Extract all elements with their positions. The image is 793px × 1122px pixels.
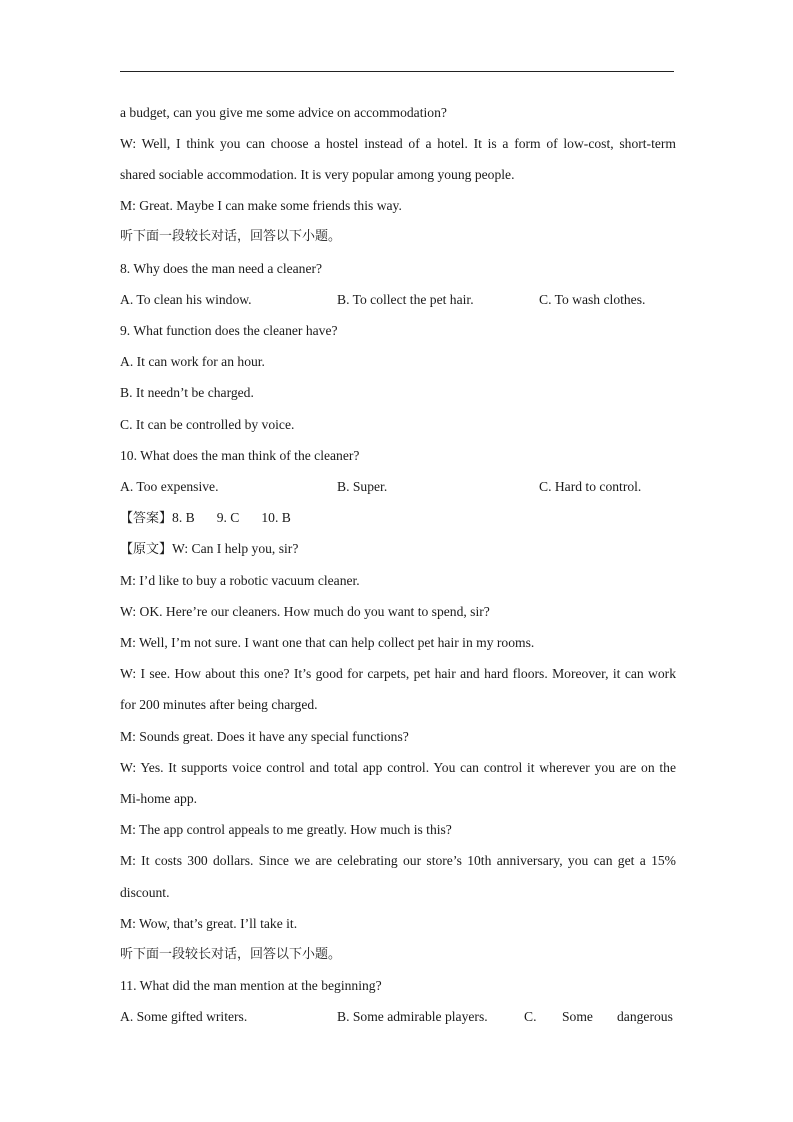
answer-tag: 【答案】 (120, 511, 173, 526)
answer-10: 10. B (261, 510, 291, 525)
transcript-line: Mi-home app. (120, 791, 198, 806)
option-9c: C. It can be controlled by voice. (120, 417, 295, 432)
option-11c-word: Some (562, 1009, 593, 1024)
option-11c-word: dangerous (617, 1009, 673, 1024)
question-8: 8. Why does the man need a cleaner? (120, 261, 323, 276)
transcript-line: M: Sounds great. Does it have any special functions? (120, 729, 409, 744)
option-11b: B. Some admirable players. (337, 1009, 488, 1024)
text-line: M: Great. Maybe I can make some friends this way. (120, 198, 402, 213)
header-rule (120, 71, 674, 72)
transcript-line: M: The app control appeals to me greatly. How much is this? (120, 822, 452, 837)
transcript-line: W: Yes. It supports voice control and total app control. You can control it wherever you are on the (120, 760, 676, 775)
source-line (120, 540, 298, 559)
section-instruction: 听下面一段较长对话，回答以下小题。 (120, 947, 342, 962)
section-instruction: 听下面一段较长对话，回答以下小题。 (120, 229, 342, 244)
text-line: a budget, can you give me some advice on accommodation? (120, 105, 447, 120)
option-9b: B. It needn’t be charged. (120, 385, 254, 400)
option-9a: A. It can work for an hour. (120, 354, 265, 369)
transcript-line: M: Wow, that’s great. I’ll take it. (120, 916, 298, 931)
source-tag: 【原文】 (120, 542, 173, 557)
option-8c: C. To wash clothes. (539, 292, 646, 307)
answer-8: 8. B (172, 510, 195, 525)
transcript-line: discount. (120, 885, 170, 900)
option-10a: A. Too expensive. (120, 479, 219, 494)
answer-9: 9. C (216, 510, 240, 525)
text-line: W: Well, I think you can choose a hostel instead of a hotel. It is a form of low-cost, short-term (120, 136, 676, 151)
option-11c-letter: C. (524, 1009, 537, 1024)
option-10c: C. Hard to control. (539, 479, 642, 494)
transcript-line: W: I see. How about this one? It’s good for carpets, pet hair and hard floors. Moreover, it can work (120, 666, 676, 681)
question-9: 9. What function does the cleaner have? (120, 323, 338, 338)
answer-line (120, 509, 291, 528)
source-text: W: Can I help you, sir? (172, 541, 299, 556)
transcript-line: M: I’d like to buy a robotic vacuum cleaner. (120, 573, 360, 588)
transcript-line: for 200 minutes after being charged. (120, 697, 318, 712)
text-line: shared sociable accommodation. It is very popular among young people. (120, 167, 515, 182)
option-11a: A. Some gifted writers. (120, 1009, 248, 1024)
option-8a: A. To clean his window. (120, 292, 252, 307)
option-10b: B. Super. (337, 479, 388, 494)
transcript-line: M: It costs 300 dollars. Since we are celebrating our store’s 10th anniversary, you can get a 15% (120, 853, 676, 868)
question-11: 11. What did the man mention at the beginning? (120, 978, 382, 993)
question-10: 10. What does the man think of the cleaner? (120, 448, 360, 463)
transcript-line: W: OK. Here’re our cleaners. How much do you want to spend, sir? (120, 604, 490, 619)
option-8b: B. To collect the pet hair. (337, 292, 474, 307)
transcript-line: M: Well, I’m not sure. I want one that can help collect pet hair in my rooms. (120, 635, 535, 650)
